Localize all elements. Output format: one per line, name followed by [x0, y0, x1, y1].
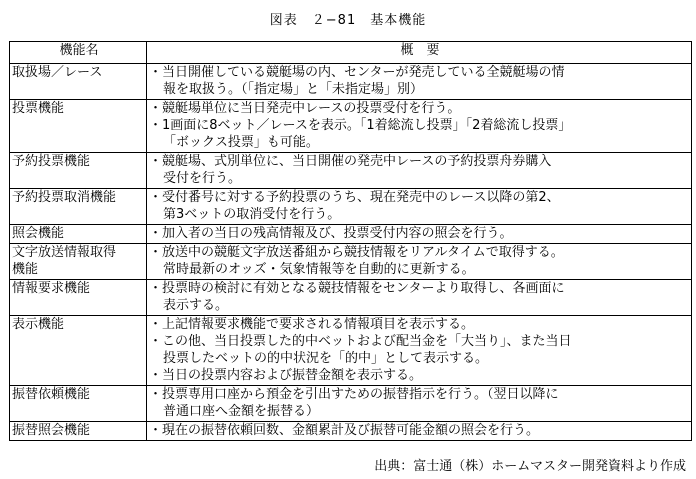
function-name: 文字放送情報取得	[12, 245, 117, 260]
function-name: 機能	[12, 262, 39, 277]
function-name-cell	[10, 386, 147, 422]
overview-continuation: 普通口座へ金額を振替る）	[163, 404, 320, 419]
overview-cell	[147, 280, 692, 316]
overview-cell	[147, 422, 692, 441]
table-row	[10, 189, 692, 225]
overview-cell	[147, 244, 692, 280]
overview-bullet: ・加入者の当日の残高情報及び、投票受付内容の照会を行う。	[149, 226, 513, 241]
table-row	[10, 316, 692, 386]
function-name-cell	[10, 100, 147, 153]
overview-continuation: 「ボックス投票」も可能。	[163, 135, 319, 150]
overview-bullet: ・放送中の競艇文字放送番組から競技情報をリアルタイムで取得する。	[149, 245, 564, 260]
overview-bullet: ・投票専用口座から預金を引出すための振替指示を行う。（翌日以降に	[149, 387, 559, 402]
overview-bullet: ・投票時の検討に有効となる競技情報をセンターより取得し、各画面に	[149, 281, 565, 296]
function-name-cell	[10, 316, 147, 386]
table-row	[10, 64, 692, 100]
overview-continuation: 第3ベットの取消受付を行う。	[163, 207, 341, 222]
overview-cell	[147, 225, 692, 244]
overview-continuation: 報を取扱う。（「指定場」と「未指定場」別）	[163, 82, 424, 97]
overview-cell	[147, 189, 692, 225]
overview-bullet: ・競艇場単位に当日発売中レースの投票受付を行う。	[149, 101, 461, 116]
overview-cell	[147, 64, 692, 100]
function-name-cell	[10, 189, 147, 225]
function-name-cell	[10, 64, 147, 100]
function-name-cell	[10, 244, 147, 280]
table-row	[10, 386, 692, 422]
function-name: 振替依頼機能	[12, 387, 91, 402]
basic-functions-table	[9, 41, 692, 441]
overview-bullet: ・当日の投票内容および振替金額を表示する。	[149, 368, 423, 383]
table-row	[10, 244, 692, 280]
table-row	[10, 153, 692, 189]
overview-bullet: ・現在の振替依頼回数、金額累計及び振替可能金額の照会を行う。	[149, 423, 540, 438]
table-row	[10, 280, 692, 316]
function-name: 表示機能	[12, 317, 65, 332]
overview-cell	[147, 316, 692, 386]
function-name-cell	[10, 280, 147, 316]
overview-bullet: ・この他、当日投票した的中ベットおよび配当金を「大当り」、また当日	[149, 334, 572, 349]
function-name: 照会機能	[12, 226, 65, 241]
function-name: 振替照会機能	[12, 423, 91, 438]
figure-title: 図表 ２−81 基本機能	[269, 13, 427, 28]
table-row	[10, 422, 692, 441]
overview-bullet: ・当日開催している競艇場の内、センターが発売している全競艇場の情	[149, 65, 565, 80]
column-header-function-name: 機能名	[10, 42, 147, 64]
function-name-cell	[10, 225, 147, 244]
function-name-cell	[10, 422, 147, 441]
function-name: 予約投票機能	[12, 154, 91, 169]
overview-bullet: ・上記情報要求機能で要求される情報項目を表示する。	[149, 317, 475, 332]
overview-bullet: ・競艇場、式別単位に、当日開催の発売中レースの予約投票舟券購入	[149, 154, 552, 169]
overview-continuation: 常時最新のオッズ・気象情報等を自動的に更新する。	[163, 262, 475, 277]
overview-cell	[147, 386, 692, 422]
overview-cell	[147, 153, 692, 189]
source-note: 出典：富士通（株）ホームマスター開発資料より作成	[374, 459, 686, 474]
function-name: 情報要求機能	[12, 281, 91, 296]
overview-cell	[147, 100, 692, 153]
table-header-row	[10, 42, 692, 64]
table-row	[10, 100, 692, 153]
overview-bullet: ・受付番号に対する予約投票のうち、現在発売中のレース以降の第2、	[149, 190, 560, 205]
table-row	[10, 225, 692, 244]
overview-continuation: 受付を行う。	[163, 171, 242, 186]
function-name: 投票機能	[12, 101, 65, 116]
column-header-overview: 概 要	[147, 42, 692, 64]
function-name: 取扱場／レース	[12, 65, 103, 80]
function-name-cell	[10, 153, 147, 189]
function-name: 予約投票取消機能	[12, 190, 117, 205]
overview-continuation: 投票したベットの的中状況を「的中」として表示する。	[163, 351, 489, 366]
overview-continuation: 表示する。	[163, 298, 229, 313]
overview-bullet: ・1画面に8ベット／レースを表示。「1着総流し投票」「2着総流し投票」	[149, 118, 572, 133]
